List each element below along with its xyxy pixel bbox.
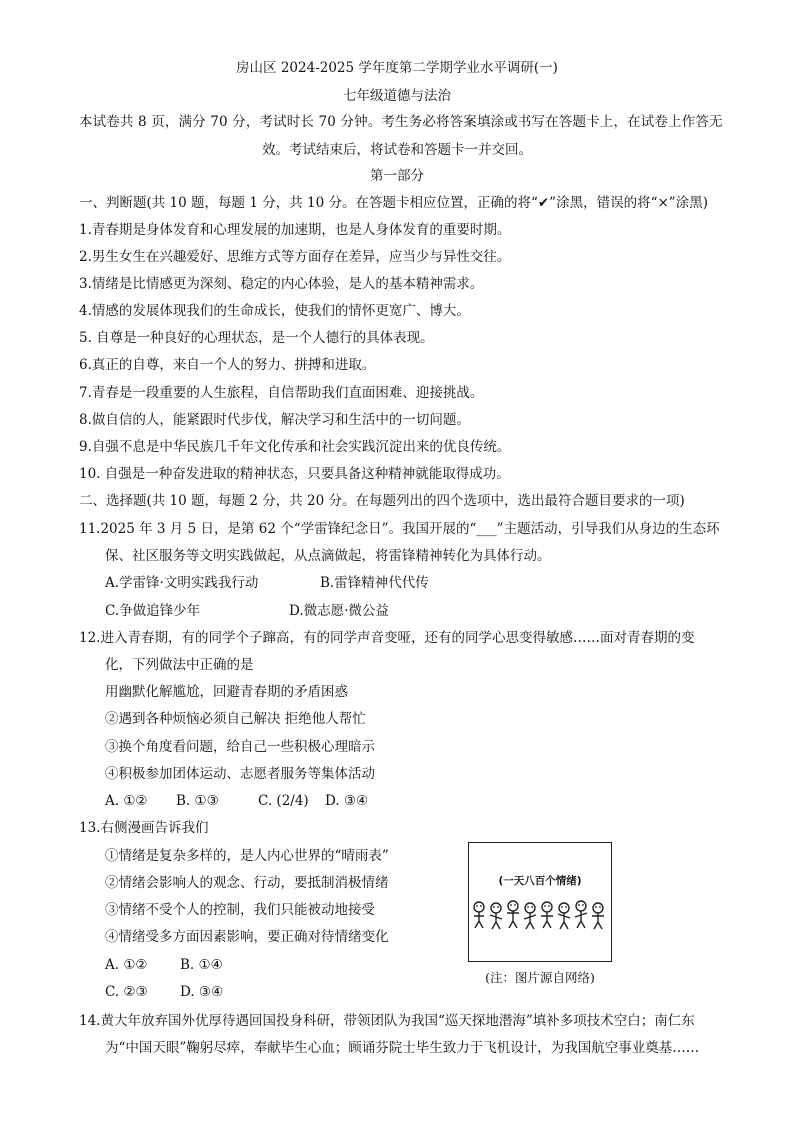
judge-item-10: 10. 自强是一种奋发进取的精神状态，只要具备这种精神就能取得成功。 — [79, 466, 510, 482]
judge-item-8: 8.做自信的人，能紧跟时代步伐，解决学习和生活中的一切问题。 — [79, 412, 470, 428]
q13-option-a: A. ①② — [105, 957, 148, 973]
judge-item-4: 4.情感的发展体现我们的生命成长，使我们的情怀更宽广、博大。 — [79, 303, 470, 319]
q11-option-a: A.学雷锋·文明实践我行动 — [105, 575, 259, 591]
judge-item-3: 3.情绪是比情感更为深刻、稳定的内心体验，是人的基本精神需求。 — [79, 276, 484, 292]
section1-heading: 一、判断题(共 10 题，每题 1 分，共 10 分。在答题卡相应位置，正确的将“✔”涂黑，错误的将“×”涂黑) — [79, 195, 708, 211]
instructions-line-2: 效。考试结束后，将试卷和答题卡一并交回。 — [262, 142, 532, 158]
q13-stem: 13.右侧漫画告诉我们 — [79, 820, 209, 836]
q12-statement-1: 用幽默化解尴尬，回避青春期的矛盾困惑 — [105, 684, 348, 700]
q12-statement-2: ②遇到各种烦恼必须自己解决 拒绝他人帮忙 — [105, 711, 366, 727]
judge-item-5: 5. 自尊是一种良好的心理状态，是一个人德行的具体表现。 — [79, 330, 434, 346]
q13-option-b: B. ①④ — [180, 957, 223, 973]
q13-option-c: C. ②③ — [105, 984, 148, 1000]
q11-option-d: D.微志愿·微公益 — [289, 603, 389, 619]
q12-option-a: A. ①② — [105, 793, 148, 809]
q12-option-c: C. (2/4) — [258, 793, 309, 809]
q13-statement-3: ③情绪不受个人的控制，我们只能被动地接受 — [105, 902, 375, 918]
q14-stem-line-1: 14.黄大年放弃国外优厚待遇回国投身科研，带领团队为我国“巡天探地潜海”填补多项技术空白；南仁东 — [79, 1013, 695, 1029]
q12-statement-4: ④积极参加团体运动、志愿者服务等集体活动 — [105, 766, 375, 782]
emotion-cartoon — [468, 842, 612, 962]
judge-item-9: 9.自强不息是中华民族几千年文化传承和社会实践沉淀出来的优良传统。 — [79, 439, 511, 455]
instructions-line-1: 本试卷共 8 页，满分 70 分，考试时长 70 分钟。考生务必将答案填涂或书写在答题卡上，在试卷上作答无 — [79, 114, 723, 130]
q12-stem-line-1: 12.进入青春期，有的同学个子蹿高，有的同学声音变哑，还有的同学心思变得敏感……面对青春期的变 — [79, 630, 695, 646]
judge-item-7: 7.青春是一段重要的人生旅程，自信帮助我们直面困难、迎接挑战。 — [79, 385, 484, 401]
q12-stem-line-2: 化，下列做法中正确的是 — [105, 657, 254, 673]
judge-item-2: 2.男生女生在兴趣爱好、思维方式等方面存在差异，应当少与异性交往。 — [79, 249, 511, 265]
section2-heading: 二、选择题(共 10 题，每题 2 分，共 20 分。在每题列出的四个选项中，选出最符合题目要求的一项) — [79, 493, 685, 509]
q14-stem-line-2: 为“中国天眼”鞠躬尽瘁，奉献毕生心血；顾诵芬院士毕生致力于飞机设计，为我国航空事业奠基…… — [105, 1040, 700, 1056]
q12-option-d: D. ③④ — [325, 793, 369, 809]
exam-title: 房山区 2024-2025 学年度第二学期学业水平调研(一) — [236, 60, 558, 76]
q12-statement-3: ③换个角度看问题，给自己一些积极心理暗示 — [105, 739, 375, 755]
q11-option-b: B.雷锋精神代代传 — [320, 575, 429, 591]
q12-option-b: B. ①③ — [176, 793, 219, 809]
q13-statement-4: ④情绪受多方面因素影响，要正确对待情绪变化 — [105, 929, 389, 945]
q13-statement-1: ①情绪是复杂多样的，是人内心世界的“晴雨表” — [105, 848, 389, 864]
judge-item-6: 6.真正的自尊，来自一个人的努力、拼搏和进取。 — [79, 357, 376, 373]
cartoon-caption: (注：图片源自网络) — [485, 970, 595, 985]
judge-item-1: 1.青春期是身体发育和心理发展的加速期，也是人身体发育的重要时期。 — [79, 222, 511, 238]
q13-statement-2: ②情绪会影响人的观念、行动，要抵制消极情绪 — [105, 875, 389, 891]
q11-option-c: C.争做追锋少年 — [105, 603, 201, 619]
part-heading: 第一部分 — [370, 168, 424, 184]
exam-subject: 七年级道德与法治 — [343, 88, 451, 104]
cartoon-figures-illustration — [471, 897, 609, 931]
q11-stem-line-1: 11.2025 年 3 月 5 日，是第 62 个“学雷锋纪念日”。我国开展的“___”主题活动，引导我们从身边的生态环 — [79, 521, 720, 537]
q11-stem-line-2: 保、社区服务等文明实践做起，从点滴做起，将雷锋精神转化为具体行动。 — [105, 548, 551, 564]
q13-option-d: D. ③④ — [180, 984, 224, 1000]
cartoon-title: (一天八百个情绪) — [498, 875, 582, 887]
